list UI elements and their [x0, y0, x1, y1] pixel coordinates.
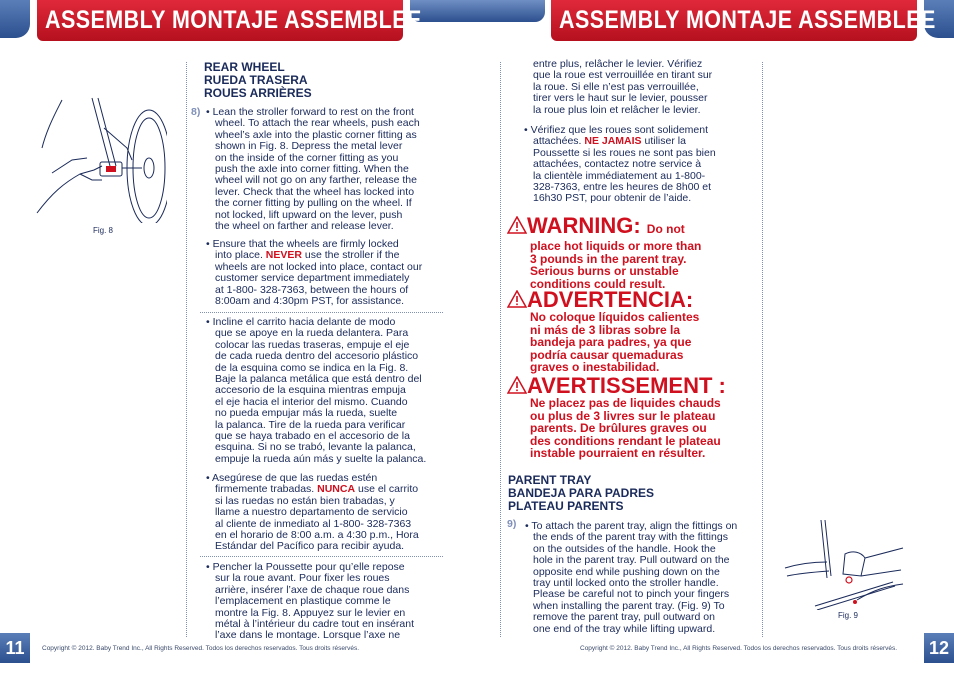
text-line: wheel will not go on any farther, release the: [215, 174, 417, 187]
left-separator-2: [200, 556, 443, 557]
text-line: wheels are not locked into place, contact our: [215, 260, 423, 273]
text-line: empuje la rueda aún más y suelte la palanca.: [215, 452, 427, 465]
warning-title: WARNING:: [527, 213, 641, 238]
text-line: • Lean the stroller forward to rest on the front: [206, 106, 414, 118]
text-line: llame a nuestro departamento de servicio: [215, 506, 408, 519]
avertissement-title: AVERTISSEMENT :: [527, 373, 726, 398]
fig8-rear-wheel-illustration: [32, 88, 167, 223]
right-column-divider: [762, 62, 763, 637]
text-line: esquina. Si no se trabó, levante la palanca,: [215, 441, 416, 454]
text-line: • Vérifiez que les roues sont solidement: [524, 124, 709, 136]
nunca-emphasis: NUNCA: [317, 483, 356, 496]
text-line: lever. Check that the wheel has locked into: [215, 185, 415, 198]
title-en: PARENT TRAY: [508, 473, 592, 487]
text-line: graves o inestabilidad.: [530, 360, 660, 375]
text-line: el eje hacia el interior del mismo. Cuando: [215, 395, 408, 408]
text-line: place hot liquids or more than: [530, 239, 702, 253]
text-line: No coloque líquidos calientes: [530, 310, 700, 324]
text-span: firmemente trabadas.: [215, 483, 318, 496]
text-line: entre plus, relâcher le levier. Vérifiez: [533, 58, 703, 70]
page-number-11: 11: [0, 633, 30, 663]
warning-heading: [507, 215, 757, 240]
text-line: Serious burns or unstable: [530, 264, 679, 279]
text-line: • Asegúrese de que las ruedas estén: [206, 472, 378, 484]
text-line: ni más de 3 libras sobre la: [530, 322, 681, 337]
text-line: des conditions rendant le plateau: [530, 433, 721, 448]
never-emphasis: NEVER: [265, 249, 302, 262]
text-line: la roue. Si elle n’est pas verrouillée,: [533, 80, 699, 93]
text-line: Baje la palanca metálica que está dentro del: [215, 373, 422, 386]
left-section-title: [204, 61, 312, 100]
text-line: on the inside of the corner fitting as you: [215, 151, 399, 164]
text-line: l’emplacement en plastique comme le: [215, 595, 391, 608]
text-line: the ends of the parent tray with the fittings: [533, 531, 728, 544]
text-line: opposite end while pushing down on the: [533, 565, 720, 578]
warning-first-words: Do not: [646, 222, 685, 236]
text-line: arrière, insérer l’axe de chaque roue dans: [215, 583, 410, 596]
left-corner-tab: [0, 0, 30, 38]
text-line: accesorio de la esquina mientras empuja: [215, 384, 406, 397]
text-span: use el carrito: [355, 483, 419, 496]
text-line: at 1-800- 328-7363, between the hours of: [215, 283, 409, 296]
warning-block-fr: [507, 375, 757, 460]
right-header-banner: [551, 0, 936, 41]
text-line: Poussette si les roues ne sont pas bien: [533, 146, 716, 159]
text-line: hole in the parent tray. Pull outward on the: [533, 554, 730, 567]
center-gutter-divider: [500, 62, 501, 637]
text-line: de cada rueda dentro del accesorio plástico: [215, 350, 419, 363]
fig9-parent-tray-illustration: [783, 518, 908, 610]
text-line: la palanca. Tire de la rueda para verificar: [215, 418, 406, 431]
center-tab: [410, 0, 545, 22]
right-copyright: Copyright © 2012. Baby Trend Inc., All Rights Reserved. Todos los derechos reservados. Tous droits réservés.: [580, 645, 898, 652]
text-line: • Incline el carrito hacia delante de modo: [206, 316, 396, 328]
text-line: 3 pounds in the parent tray.: [530, 251, 687, 266]
text-line: • Pencher la Poussette pour qu’elle repose: [206, 561, 405, 573]
text-line: remove the parent tray, pull outward on: [533, 611, 715, 624]
avertissement-text: [507, 397, 757, 460]
text-line: 8:00am and 4:30pm PST, for assistance.: [215, 295, 405, 308]
text-line: en el horario de 8:00 a.m. a 4:30 p.m., Hora: [215, 529, 419, 542]
text-line: Ne placez pas de liquides chauds: [530, 396, 721, 410]
rear-wheel-es-ensure: [206, 473, 446, 553]
fr-continued-paragraph: [533, 59, 758, 116]
text-line: push the axle into corner fitting. When the: [215, 163, 409, 176]
text-line: métal à l’intérieur du cadre tout en insérant: [215, 618, 415, 631]
text-line: Estándar del Pacífico para recibir ayuda.: [215, 540, 405, 553]
text-line: instable pourraient en résulter.: [530, 446, 706, 461]
text-line: tray until locked onto the stroller handle.: [533, 577, 719, 590]
ne-jamais-emphasis: NE JAMAIS: [584, 135, 642, 148]
rear-wheel-fr-paragraph: [206, 562, 446, 642]
title-fr: ROUES ARRIÈRES: [204, 86, 312, 100]
text-line: sur la roue avant. Pour fixer les roues: [215, 572, 390, 585]
parent-tray-section-title: [508, 474, 654, 513]
text-line: si las ruedas no están bien trabadas, y: [215, 494, 395, 507]
page-number-12: 12: [924, 633, 954, 663]
warning-text: [507, 240, 757, 290]
title-fr: PLATEAU PARENTS: [508, 499, 624, 513]
title-es: RUEDA TRASERA: [204, 73, 308, 87]
text-line: podría causar quemaduras: [530, 347, 684, 362]
text-line: la roue plus loin et relâcher le levier.: [533, 103, 701, 116]
rear-wheel-en-paragraph: [206, 107, 446, 232]
text-line: one end of the tray while lifting upward.: [533, 622, 716, 635]
text-line: shown in Fig. 8. Depress the metal lever: [215, 140, 403, 153]
text-line: no pueda empujar más la rueda, suelte: [215, 407, 398, 420]
fr-verify-paragraph: [524, 125, 756, 205]
rear-wheel-en-ensure: [206, 239, 446, 307]
text-line: when installing the parent tray. (Fig. 9) To: [533, 599, 725, 612]
rear-wheel-es-paragraph: [206, 317, 446, 465]
text-line: tirer vers le haut sur le levier, pousser: [533, 92, 708, 105]
warning-block-en: [507, 215, 757, 290]
avertissement-heading: [507, 375, 757, 397]
advertencia-text: [507, 311, 757, 374]
fig8-label: Fig. 8: [93, 226, 114, 235]
text-line: Please be careful not to pinch your fingers: [533, 588, 730, 601]
title-en: REAR WHEEL: [204, 60, 285, 74]
text-line: parents. De brûlures graves ou: [530, 421, 707, 436]
text-line: not locked, lift upward on the lever, push: [215, 208, 403, 221]
text-line: que se apoye en la rueda delantera. Para: [215, 327, 409, 340]
left-header-title: ASSEMBLY MONTAJE ASSEMBLEE: [45, 6, 422, 34]
text-line: • Ensure that the wheels are firmly locked: [206, 238, 399, 250]
text-line: montre la Fig. 8. Appuyez sur le levier en: [215, 606, 406, 619]
text-line: que la roue est verrouillée en tirant sur: [533, 69, 713, 82]
left-column-divider: [186, 62, 187, 637]
warning-block-es: [507, 289, 757, 374]
text-line: the corner fitting by pulling on the wheel. If: [215, 197, 412, 210]
step-9-number: 9): [507, 518, 517, 530]
text-line: al cliente de inmediato al 1-800- 328-7363: [215, 517, 412, 530]
text-line: on the outsides of the handle. Hook the: [533, 542, 716, 555]
text-span: utiliser la: [641, 135, 686, 148]
text-line: colocar las ruedas traseras, empuje el eje: [215, 338, 410, 351]
text-span: use the stroller if the: [301, 249, 400, 262]
left-header-banner: [37, 0, 422, 41]
text-line: the wheel on farther and release lever.: [215, 220, 394, 233]
text-line: customer service department immediately: [215, 272, 410, 285]
text-line: la clientèle immédiatement au 1-800-: [533, 169, 706, 182]
left-copyright: Copyright © 2012. Baby Trend Inc., All Rights Reserved. Todos los derechos reservados. Tous droits réservés.: [42, 645, 360, 652]
fig9-label: Fig. 9: [838, 611, 859, 620]
title-es: BANDEJA PARA PADRES: [508, 486, 655, 500]
warning-triangle-icon: [507, 376, 527, 394]
text-line: 16h30 PST, pour obtenir de l’aide.: [533, 192, 692, 205]
step-8-number: 8): [191, 106, 201, 118]
warning-triangle-icon: [507, 216, 527, 234]
text-span: attachées.: [533, 135, 585, 148]
warning-triangle-icon: [507, 290, 527, 308]
text-line: que se haya trabado en el accesorio de la: [215, 430, 410, 443]
text-span: into place.: [215, 249, 266, 262]
text-line: attachées, contactez notre service à: [533, 158, 702, 171]
advertencia-heading: [507, 289, 757, 311]
text-line: wheel. To attach the rear wheels, push each: [215, 117, 420, 130]
parent-tray-paragraph: [525, 521, 757, 635]
text-line: 328-7363, entre les heures de 8h00 et: [533, 181, 712, 194]
left-separator-1: [200, 312, 443, 313]
text-line: conditions could result.: [530, 276, 666, 291]
advertencia-title: ADVERTENCIA:: [527, 287, 694, 312]
text-line: l’axe dans le montage. Lorsque l’axe ne: [215, 629, 401, 642]
text-line: de la esquina como se indica en la Fig. 8.: [215, 361, 409, 374]
text-line: wheel’s axle into the plastic corner fitting as: [215, 128, 417, 141]
text-line: ou plus de 3 livres sur le plateau: [530, 408, 716, 423]
text-line: • To attach the parent tray, align the fittings on: [525, 520, 738, 532]
right-header-title: ASSEMBLY MONTAJE ASSEMBLEE: [559, 6, 936, 34]
text-line: bandeja para padres, ya que: [530, 335, 692, 350]
